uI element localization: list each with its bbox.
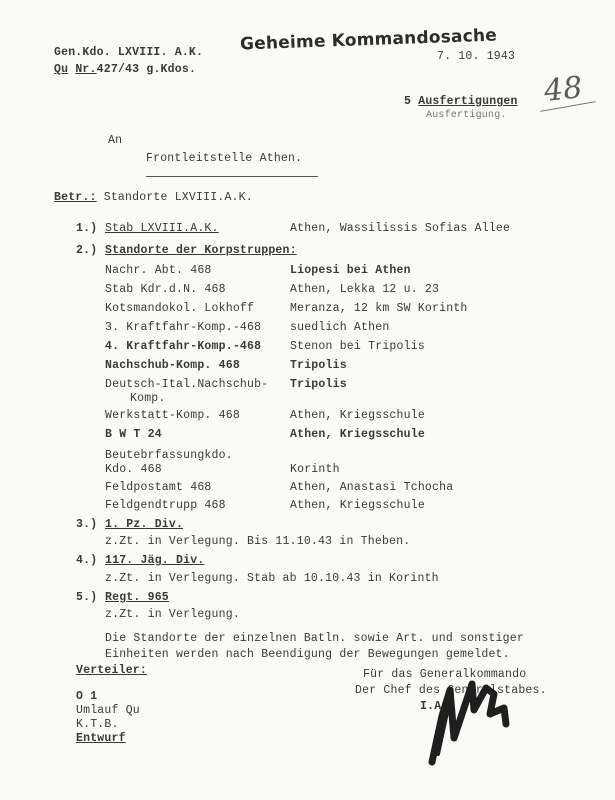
copy-number: Ausfertigung. [426, 110, 507, 121]
unit-name: Feldgendtrupp 468 [105, 499, 226, 512]
unit-location: Tripolis [290, 359, 347, 372]
unit-name: 4. Kraftfahr-Komp.-468 [105, 340, 262, 353]
subject-label: Betr.: [54, 191, 97, 204]
unit-location: Meranza, 12 km SW Korinth [290, 302, 468, 315]
item-number: 5.) [76, 591, 98, 604]
office-designation: Gen.Kdo. LXVIII. A.K. [54, 46, 204, 59]
signature-line: I.A. [420, 700, 449, 713]
unit-name-continued: Kdo. 468 [105, 463, 162, 476]
subject-line [54, 191, 253, 204]
unit-name: Nachschub-Komp. 468 [105, 359, 240, 372]
unit-name: Deutsch-Ital.Nachschub- [105, 378, 269, 391]
document-date: 7. 10. 1943 [437, 50, 516, 63]
unit-name: Feldpostamt 468 [105, 481, 212, 494]
distribution-entry: O 1 [76, 690, 98, 703]
item-number: 1.) [76, 222, 98, 235]
item-note: z.Zt. in Verlegung. [105, 608, 240, 621]
unit-name: B W T 24 [105, 428, 162, 441]
item-note: z.Zt. in Verlegung. Stab ab 10.10.43 in Korinth [105, 572, 439, 585]
item-name: Standorte der Korpstruppen: [105, 244, 297, 257]
distribution-entry: Entwurf [76, 732, 126, 745]
copies-label: Ausfertigungen [418, 95, 518, 108]
unit-name-continued: Komp. [130, 392, 166, 405]
reference-prefix: Qu [54, 63, 69, 76]
item-name: 1. Pz. Div. [105, 518, 184, 531]
address-rule [146, 176, 318, 177]
subject-text: Standorte LXVIII.A.K. [103, 191, 253, 204]
classification-stamp: Geheime Kommandosache [239, 25, 498, 55]
unit-location: Tripolis [290, 378, 347, 391]
unit-name: Stab Kdr.d.N. 468 [105, 283, 226, 296]
item-name: 117. Jäg. Div. [105, 554, 205, 567]
unit-location: Stenon bei Tripolis [290, 340, 425, 353]
unit-name: Werkstatt-Komp. 468 [105, 409, 240, 422]
unit-location: Korinth [290, 463, 340, 476]
unit-name: Nachr. Abt. 468 [105, 264, 212, 277]
unit-location: Liopesi bei Athen [290, 264, 411, 277]
item-name: Stab LXVIII.A.K. [105, 222, 219, 235]
handwritten-number: 48 [542, 70, 585, 109]
unit-location: Athen, Kriegsschule [290, 428, 425, 441]
unit-location: Athen, Lekka 12 u. 23 [290, 283, 440, 296]
item-number: 4.) [76, 554, 98, 567]
reference-number: 427 [96, 63, 118, 76]
distribution-entry: K.T.B. [76, 718, 119, 731]
reference-no: Nr. [75, 63, 97, 76]
signature-line: Für das Generalkommando [363, 668, 527, 681]
reference-suffix: /43 g.Kdos. [117, 63, 197, 76]
distribution-entry: Umlauf Qu [76, 704, 140, 717]
closing-line: Einheiten werden nach Beendigung der Bewegungen gemeldet. [105, 648, 510, 661]
copies-line [404, 95, 518, 108]
item-name: Regt. 965 [105, 591, 169, 604]
closing-line: Die Standorte der einzelnen Batln. sowie Art. und sonstiger [105, 632, 524, 645]
unit-name: Beutebrfassungkdo. [105, 449, 233, 462]
address-prefix: An [108, 134, 123, 147]
item-number: 2.) [76, 244, 98, 257]
item-note: z.Zt. in Verlegung. Bis 11.10.43 in Theben. [105, 535, 411, 548]
item-number: 3.) [76, 518, 98, 531]
unit-location: Athen, Kriegsschule [290, 409, 425, 422]
unit-location: Athen, Anastasi Tchocha [290, 481, 454, 494]
reference-line [54, 63, 196, 76]
item-location: Athen, Wassilissis Sofias Allee [290, 222, 511, 235]
handwritten-signature [420, 650, 520, 770]
address-recipient: Frontleitstelle Athen. [146, 152, 303, 165]
signature-line: Der Chef des Generalstabes. [355, 684, 547, 697]
unit-location: Athen, Kriegsschule [290, 499, 425, 512]
unit-location: suedlich Athen [290, 321, 390, 334]
unit-name: Kotsmandokol. Lokhoff [105, 302, 255, 315]
unit-name: 3. Kraftfahr-Komp.-468 [105, 321, 262, 334]
distribution-label: Verteiler: [76, 664, 148, 677]
copies-count: 5 [404, 95, 412, 108]
